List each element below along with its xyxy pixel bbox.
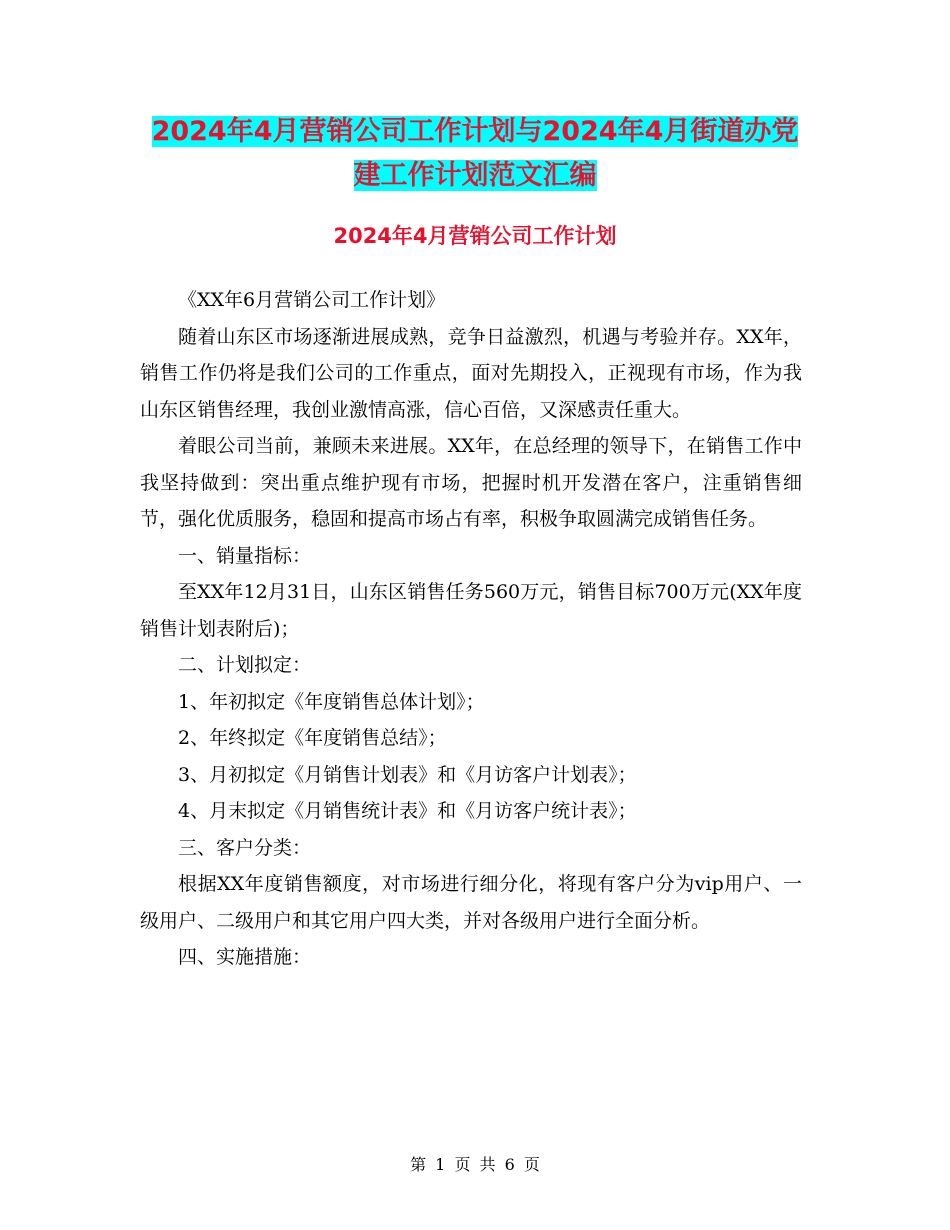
paragraph-intro: 随着山东区市场逐渐进展成熟，竞争日益激烈，机遇与考验并存。XX年，销售工作仍将是我们公司的工作重点，面对先期投入，正视现有市场，作为我山东区销售经理，我创业激情高涨，信心百倍，又深感责任重大。 [140,325,802,421]
paragraph-focus: 着眼公司当前，兼顾未来进展。XX年，在总经理的领导下，在销售工作中我坚持做到：突出重点维护现有市场，把握时机开发潜在客户，注重销售细节，强化优质服务，稳固和提高市场占有率，积极争取圆满完成销售任务。 [140,435,802,530]
paragraph-sales-target: 至XX年12月31日，山东区销售任务560万元，销售目标700万元(XX年度销售计划表附后)； [140,581,802,640]
list-item-plan-2: 2、年终拟定《年度销售总结》； [178,727,447,749]
document-title [140,110,810,198]
list-item-plan-3: 3、月初拟定《月销售计划表》和《月访客户计划表》； [178,763,637,786]
document-title-line-1: 2024年4月营销公司工作计划与2024年4月街道办党 [151,116,799,147]
section-title: 2024年4月营销公司工作计划 [333,224,617,248]
heading-sales-target: 一、销量指标： [178,544,312,567]
paragraph-customer-classification: 根据XX年度销售额度，对市场进行细分化，将现有客户分为vip用户、一级用户、二级用户和其它用户四大类，并对各级用户进行全面分析。 [140,873,802,932]
heading-customer-classification: 三、客户分类： [178,836,312,859]
heading-measures: 四、实施措施： [178,946,312,968]
list-item-plan-1: 1、年初拟定《年度销售总体计划》； [178,690,485,713]
list-item-plan-4: 4、月末拟定《月销售统计表》和《月访客户统计表》； [178,800,637,822]
document-title-line-2: 建工作计划范文汇编 [353,160,597,191]
heading-plan-drafting: 二、计划拟定： [178,654,312,676]
page-footer: 第 1 页 共 6 页 [410,1155,540,1174]
paragraph-doc-reference: 《XX年6月营销公司工作计划》 [178,289,446,311]
document-body [140,282,802,976]
